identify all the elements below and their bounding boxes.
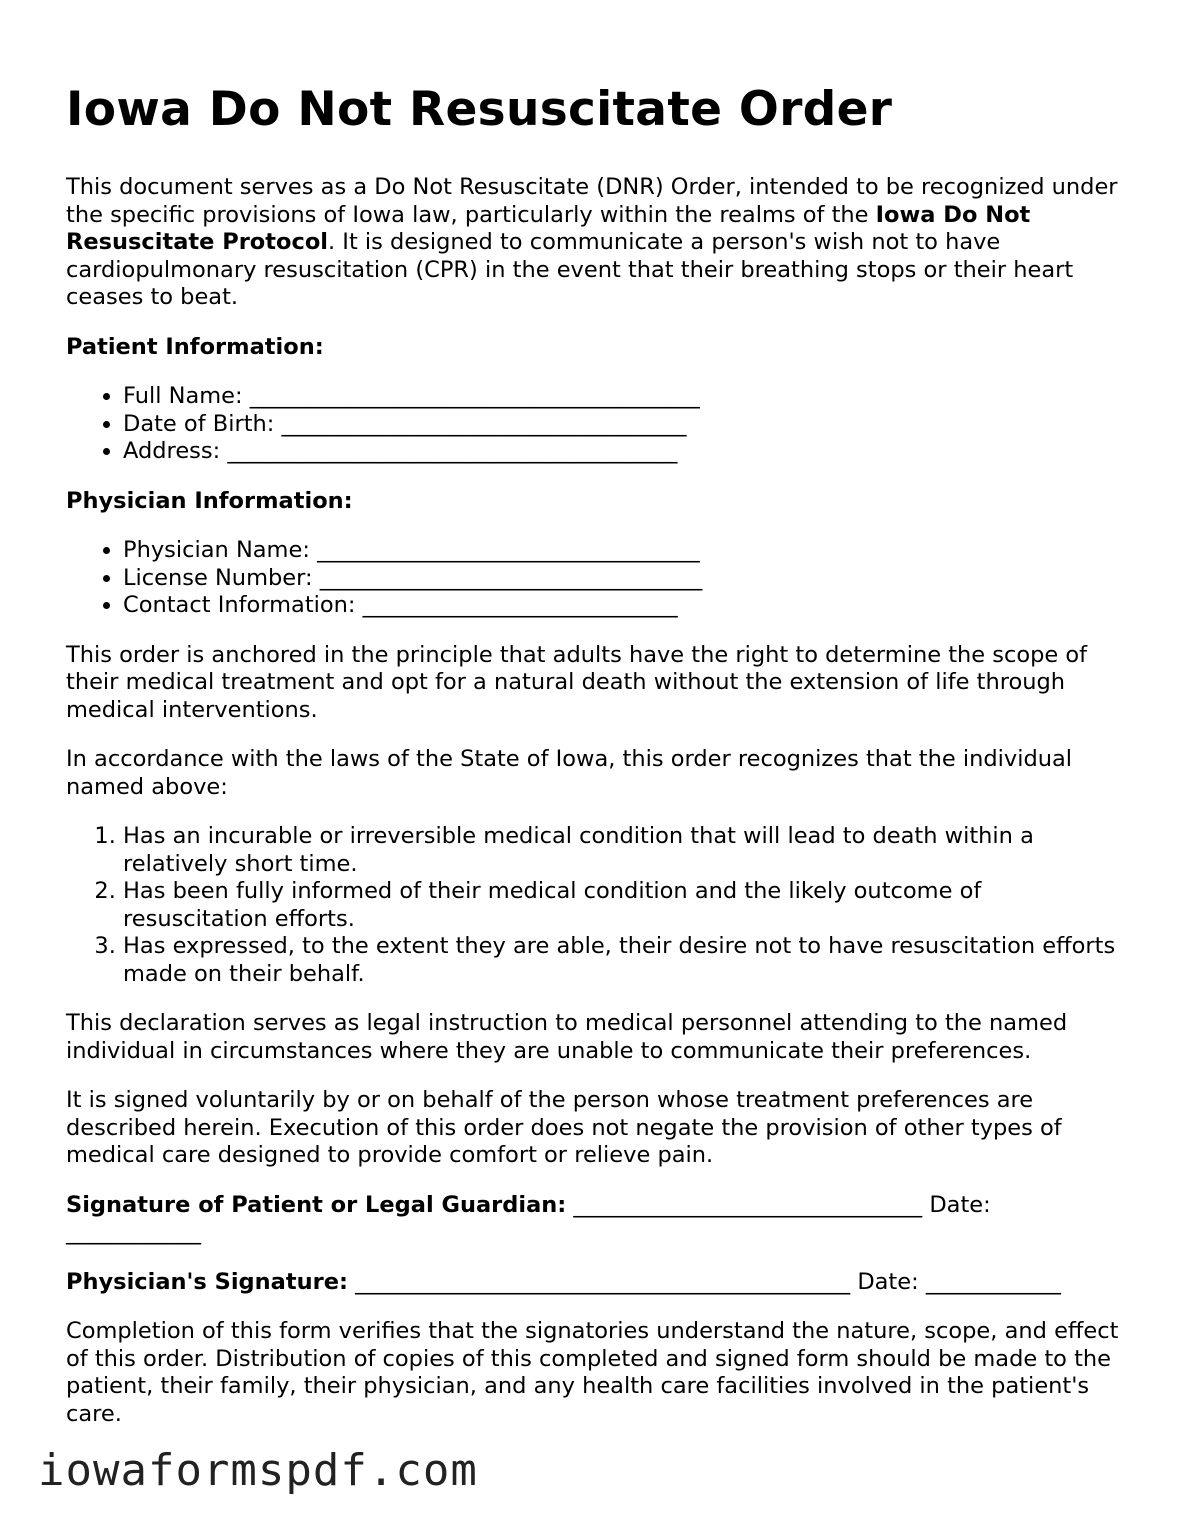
physician-info-heading: Physician Information:: [66, 487, 353, 514]
patient-dob-field: [123, 411, 1126, 439]
fill-in-blank[interactable]: __________________________________: [319, 564, 703, 591]
physician-date-blank[interactable]: ____________: [925, 1268, 1061, 1295]
condition-item: 3. Has expressed, to the extent they are able, their desire not to have resuscitation efforts made on their behalf.: [123, 933, 1126, 988]
patient-signature-line: [66, 1192, 1126, 1247]
date-label: Date:: [857, 1268, 926, 1295]
declaration-paragraph: This declaration serves as legal instruction to medical personnel attending to the named individual in circumstances where they are unable to communicate their preferences.: [66, 1010, 1068, 1064]
intro-text-2: . It is designed to communicate a person's wish not to have cardiopulmonary resuscitation (CPR) in the event that their breathing stops or their heart ceases to beat.: [66, 229, 1074, 310]
condition-item: 2. Has been fully informed of their medical condition and the likely outcome of resuscitation efforts.: [123, 878, 1126, 933]
field-label: Contact Information:: [123, 592, 363, 618]
page-title: Iowa Do Not Resuscitate Order: [66, 82, 893, 137]
physician-contact-field: [123, 592, 1126, 620]
fill-in-blank[interactable]: ________________________________________: [227, 438, 678, 464]
condition-item: 1. Has an incurable or irreversible medical condition that will lead to death within a relatively short time.: [123, 823, 1126, 878]
patient-signature-blank[interactable]: _______________________________: [566, 1191, 930, 1218]
fill-in-blank[interactable]: ____________________________________: [281, 410, 687, 437]
patient-info-heading: Patient Information:: [66, 333, 324, 360]
patient-date-blank[interactable]: ____________: [66, 1219, 201, 1245]
physician-info-list: [66, 537, 1126, 620]
field-label: Address:: [123, 438, 228, 464]
site-watermark: iowaformspdf.com: [38, 1445, 478, 1496]
patient-signature-label: Signature of Patient or Legal Guardian:: [66, 1191, 567, 1218]
fill-in-blank[interactable]: __________________________________: [317, 537, 700, 563]
patient-info-list: [66, 383, 1126, 466]
field-label: Physician Name:: [123, 537, 318, 563]
physician-license-field: [123, 565, 1126, 593]
fill-in-blank[interactable]: ____________________________: [362, 592, 678, 618]
field-label: Full Name:: [123, 383, 250, 409]
intro-text-1: This document serves as a Do Not Resuscitate (DNR) Order, intended to be recognized under the specific provisions of Iowa law, particularly within the realms of the: [66, 174, 1118, 228]
field-label: Date of Birth:: [123, 410, 282, 437]
document-page: [66, 80, 1126, 1450]
intro-paragraph: [66, 174, 1126, 312]
physician-signature-blank[interactable]: ____________________________________________: [348, 1268, 858, 1295]
patient-address-field: [123, 438, 1126, 466]
physician-signature-line: [66, 1269, 1126, 1297]
accordance-paragraph: In accordance with the laws of the State of Iowa, this order recognizes that the individual named above:: [66, 746, 1073, 800]
date-label: Date:: [929, 1191, 991, 1218]
signed-paragraph: It is signed voluntarily by or on behalf of the person whose treatment preferences are described herein. Execution of this order does not negate the provision of other types of medical care designed to provide comfort or relieve pain.: [66, 1087, 1062, 1168]
physician-signature-label: Physician's Signature:: [66, 1268, 348, 1295]
patient-full-name-field: [123, 383, 1126, 411]
fill-in-blank[interactable]: ________________________________________: [249, 383, 700, 409]
physician-name-field: [123, 537, 1126, 565]
field-label: License Number:: [123, 564, 320, 591]
intro-protocol-name: Iowa Do Not Resuscitate Protocol: [66, 201, 1031, 255]
conditions-list: [66, 823, 1126, 988]
completion-paragraph: Completion of this form verifies that the signatories understand the nature, scope, and effect of this order. Distribution of copies of this completed and signed form should be made to the patient, their family, their physician, and any health care facilities involved in the patient's care.: [66, 1318, 1119, 1427]
anchored-paragraph: This order is anchored in the principle that adults have the right to determine the scope of their medical treatment and opt for a natural death without the extension of life through medical interventions.: [66, 641, 1088, 723]
